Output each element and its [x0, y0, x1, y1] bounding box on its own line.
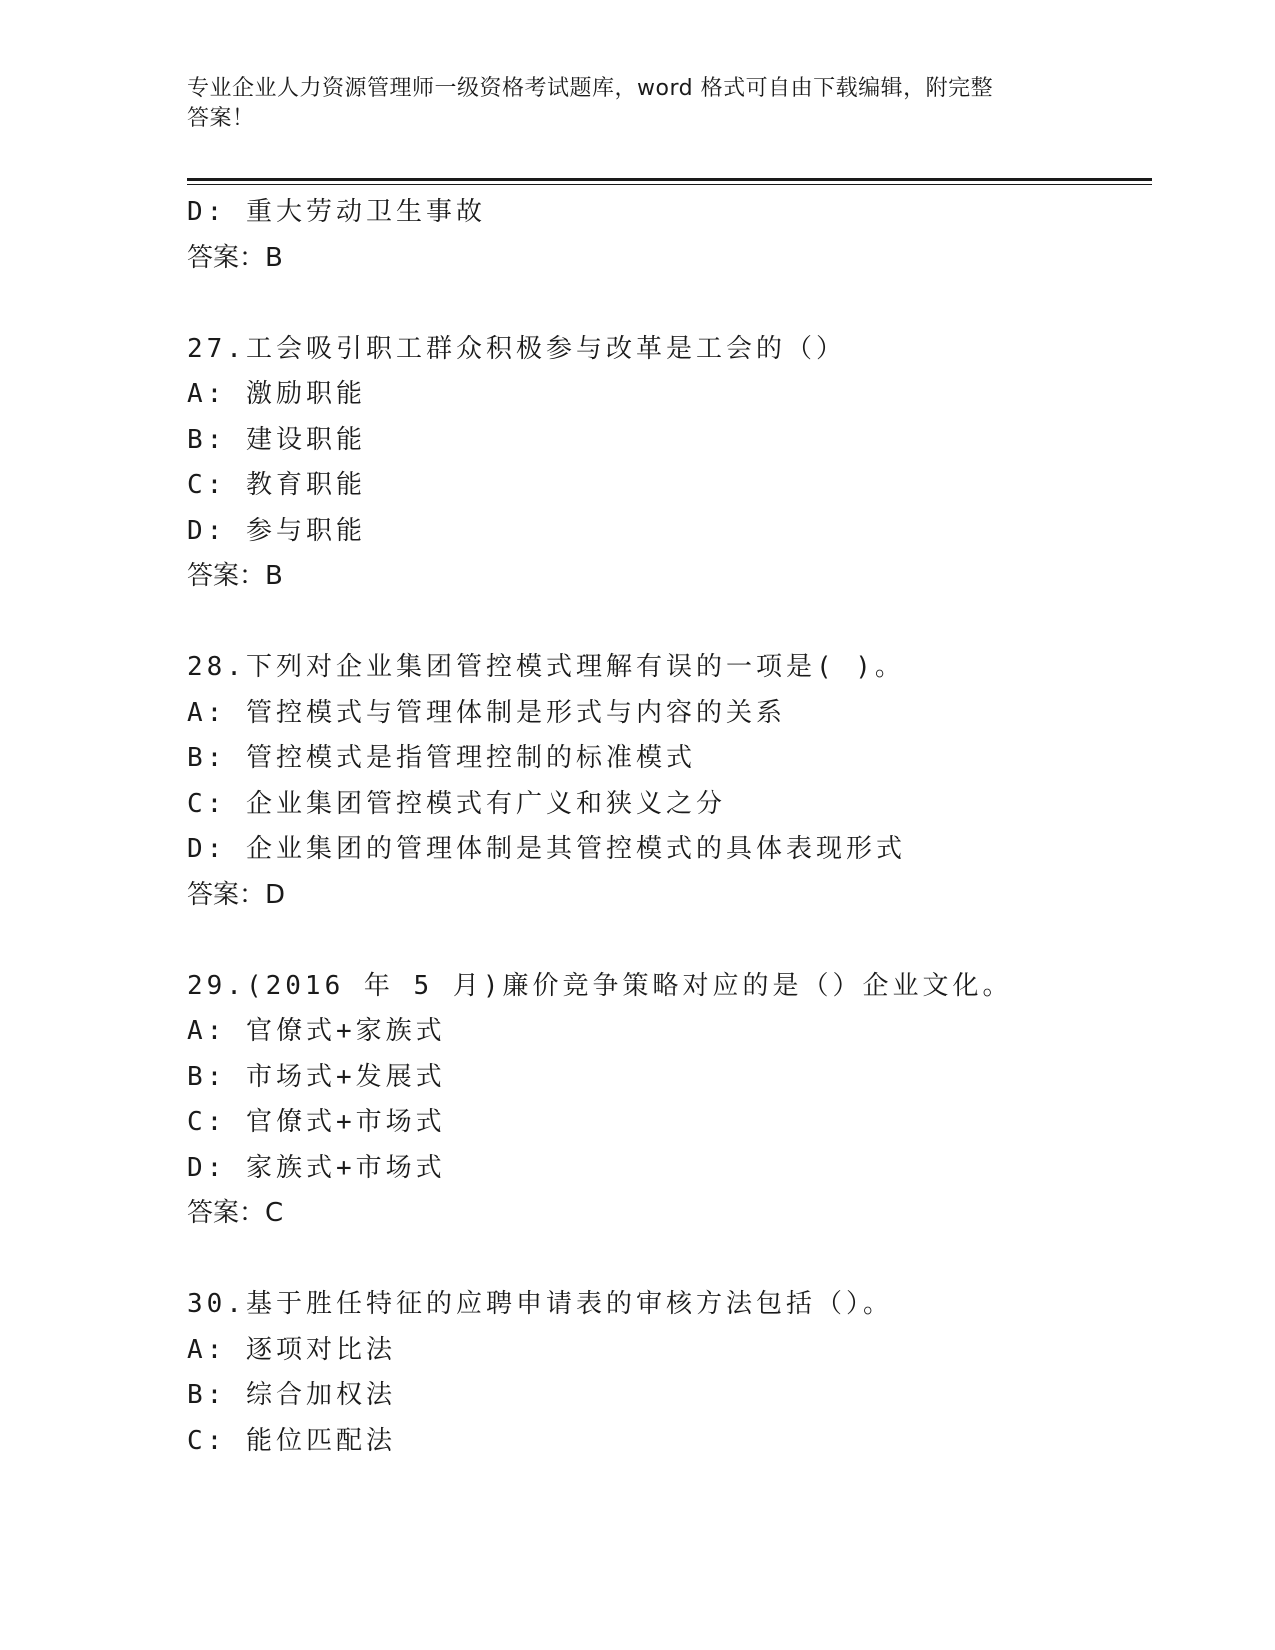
option-a: A: 逐项对比法: [187, 1334, 396, 1365]
header-divider-thin: [187, 184, 1152, 185]
question-stem: 29.(2016 年 5 月)廉价竞争策略对应的是（）企业文化。: [187, 970, 1013, 1001]
option-c: C: 企业集团管控模式有广义和狭义之分: [187, 788, 726, 819]
spacer: [187, 1237, 1152, 1283]
question-28: [187, 645, 1152, 918]
option-a: A: 管控模式与管理体制是形式与内容的关系: [187, 697, 786, 728]
answer: 答案：B: [187, 561, 283, 591]
document-body: [187, 190, 1152, 1464]
question-stem: 28.下列对企业集团管控模式理解有误的一项是( )。: [187, 652, 905, 682]
question-stem: 30.基于胜任特征的应聘申请表的审核方法包括（）。: [187, 1289, 893, 1319]
header-line-2: 答案！: [187, 106, 255, 131]
question-27: [187, 327, 1152, 600]
header-divider-thick: [187, 178, 1152, 181]
option-d: D: 参与职能: [187, 515, 366, 546]
answer: 答案：C: [187, 1198, 284, 1228]
option-a: A: 激励职能: [187, 379, 366, 409]
option-a: A: 官僚式+家族式: [187, 1016, 446, 1046]
prev-option-d: D: 重大劳动卫生事故: [187, 197, 486, 227]
option-d: D: 家族式+市场式: [187, 1152, 446, 1183]
option-b: B: 市场式+发展式: [187, 1061, 446, 1092]
spacer: [187, 281, 1152, 327]
option-b: B: 管控模式是指管理控制的标准模式: [187, 743, 696, 773]
option-c: C: 教育职能: [187, 470, 366, 500]
header-line-1: 专业企业人力资源管理师一级资格考试题库，word 格式可自由下载编辑，附完整: [187, 76, 994, 101]
option-c: C: 官僚式+市场式: [187, 1107, 446, 1137]
spacer: [187, 600, 1152, 646]
document-header: [187, 74, 1087, 134]
question-stem: 27.工会吸引职工群众积极参与改革是工会的（）: [187, 333, 846, 364]
prev-answer: 答案：B: [187, 242, 283, 273]
question-29: [187, 964, 1152, 1237]
option-d: D: 企业集团的管理体制是其管控模式的具体表现形式: [187, 834, 906, 864]
option-b: B: 综合加权法: [187, 1380, 396, 1410]
option-b: B: 建设职能: [187, 424, 366, 455]
question-30: [187, 1282, 1152, 1464]
option-c: C: 能位匹配法: [187, 1425, 396, 1456]
answer: 答案：D: [187, 879, 286, 910]
spacer: [187, 918, 1152, 964]
